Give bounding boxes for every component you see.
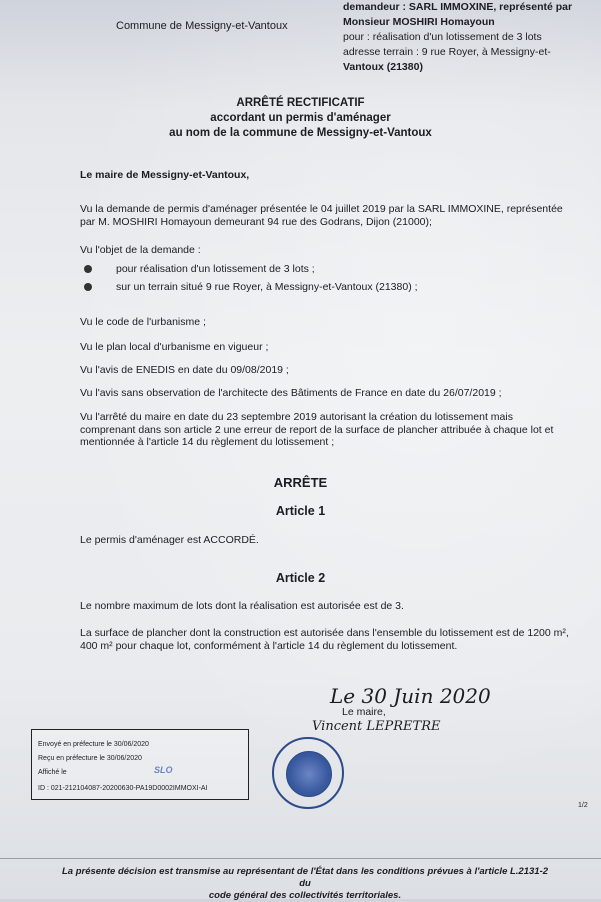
stamp-recu: Reçu en préfecture le 30/06/2020 xyxy=(38,755,142,762)
footer-line: La présente décision est transmise au représentant de l'État dans les conditions prévues à l'article L.2131-2 du xyxy=(61,866,549,889)
seal-emblem xyxy=(286,751,332,797)
vu-enedis: Vu l'avis de ENEDIS en date du 09/08/2019 ; xyxy=(80,364,289,376)
vu-code: Vu le code de l'urbanisme ; xyxy=(80,316,206,328)
text-line: La surface de plancher dont la construction est autorisée dans l'ensemble du lotissement est de 1200 m², xyxy=(80,627,569,639)
article-2-text-1: Le nombre maximum de lots dont la réalisation est autorisée est de 3. xyxy=(80,600,404,612)
text-line: par M. MOSHIRI Homayoun demeurant 94 rue des Godrans, Dijon (21000); xyxy=(80,215,432,228)
applicant-line: demandeur : SARL IMMOXINE, représenté par xyxy=(343,1,573,13)
applicant-line: Vantoux (21380) xyxy=(343,61,423,73)
bullet-text: sur un terrain situé 9 rue Royer, à Messigny-et-Vantoux (21380) ; xyxy=(116,281,418,293)
handwritten-date: Le 30 Juin 2020 xyxy=(330,684,491,708)
title-line: accordant un permis d'aménager xyxy=(210,112,391,124)
municipal-seal-icon xyxy=(272,737,344,809)
article-2-title: Article 2 xyxy=(275,571,326,585)
arrete-heading: ARRÊTE xyxy=(273,475,328,490)
applicant-line: pour : réalisation d'un lotissement de 3 lots xyxy=(343,31,542,43)
slo-logo: SLO xyxy=(154,765,173,775)
bullet-text: pour réalisation d'un lotissement de 3 lots ; xyxy=(116,263,315,275)
page-number: 1/2 xyxy=(578,802,588,809)
bullet-item xyxy=(84,263,315,275)
title-line: au nom de la commune de Messigny-et-Vantoux xyxy=(169,127,432,139)
text-line: Vu la demande de permis d'aménager présentée le 04 juillet 2019 par la SARL IMMOXINE, représentée xyxy=(80,203,563,215)
stamp-envoye: Envoyé en préfecture le 30/06/2020 xyxy=(38,741,149,748)
applicant-line: Monsieur MOSHIRI Homayoun xyxy=(343,16,495,28)
vu-arrete xyxy=(80,411,590,449)
text-line: 400 m² pour chaque lot, conformément à l'article 14 du règlement du lotissement. xyxy=(80,639,458,652)
stamp-affiche: Affiché le xyxy=(38,769,67,776)
mayor-heading: Le maire de Messigny-et-Vantoux, xyxy=(80,169,250,181)
applicant-block xyxy=(343,0,593,75)
title-line: ARRÊTÉ RECTIFICATIF xyxy=(236,97,365,109)
footer-notice xyxy=(60,866,550,902)
handwritten-signature: Vincent LEPRETRE xyxy=(312,719,441,734)
bullet-icon xyxy=(84,265,92,273)
prefecture-stamp xyxy=(31,729,249,800)
text-line: mentionnée à l'article 14 du règlement du lotissement ; xyxy=(80,436,335,448)
article-2-text-2 xyxy=(80,627,590,652)
vu-objet: Vu l'objet de la demande : xyxy=(80,244,201,256)
bullet-icon xyxy=(84,283,92,291)
mayor-role: Le maire, xyxy=(342,706,386,718)
article-1-text: Le permis d'aménager est ACCORDÉ. xyxy=(80,534,259,546)
text-line: Vu l'arrêté du maire en date du 23 septembre 2019 autorisant la création du lotissement mais xyxy=(80,411,513,423)
footer-line: code général des collectivités territoriales. xyxy=(208,890,402,901)
document-title xyxy=(0,96,601,141)
bullet-item xyxy=(84,281,418,293)
applicant-line: adresse terrain : 9 rue Royer, à Messigny-et- xyxy=(343,46,551,58)
article-1-title: Article 1 xyxy=(275,504,326,518)
footer-divider xyxy=(0,858,601,859)
vu-plu: Vu le plan local d'urbanisme en vigueur ; xyxy=(80,341,269,353)
commune-name: Commune de Messigny-et-Vantoux xyxy=(116,20,288,32)
vu-abf: Vu l'avis sans observation de l'architecte des Bâtiments de France en date du 26/07/2019 ; xyxy=(80,387,502,399)
vu-demande xyxy=(80,203,590,228)
stamp-id: ID : 021-212104087-20200630-PA19D0002IMMOXI-AI xyxy=(38,785,208,792)
text-line: comprenant dans son article 2 une erreur de report de la surface de plancher attribuée à chaque lot et xyxy=(80,423,554,436)
